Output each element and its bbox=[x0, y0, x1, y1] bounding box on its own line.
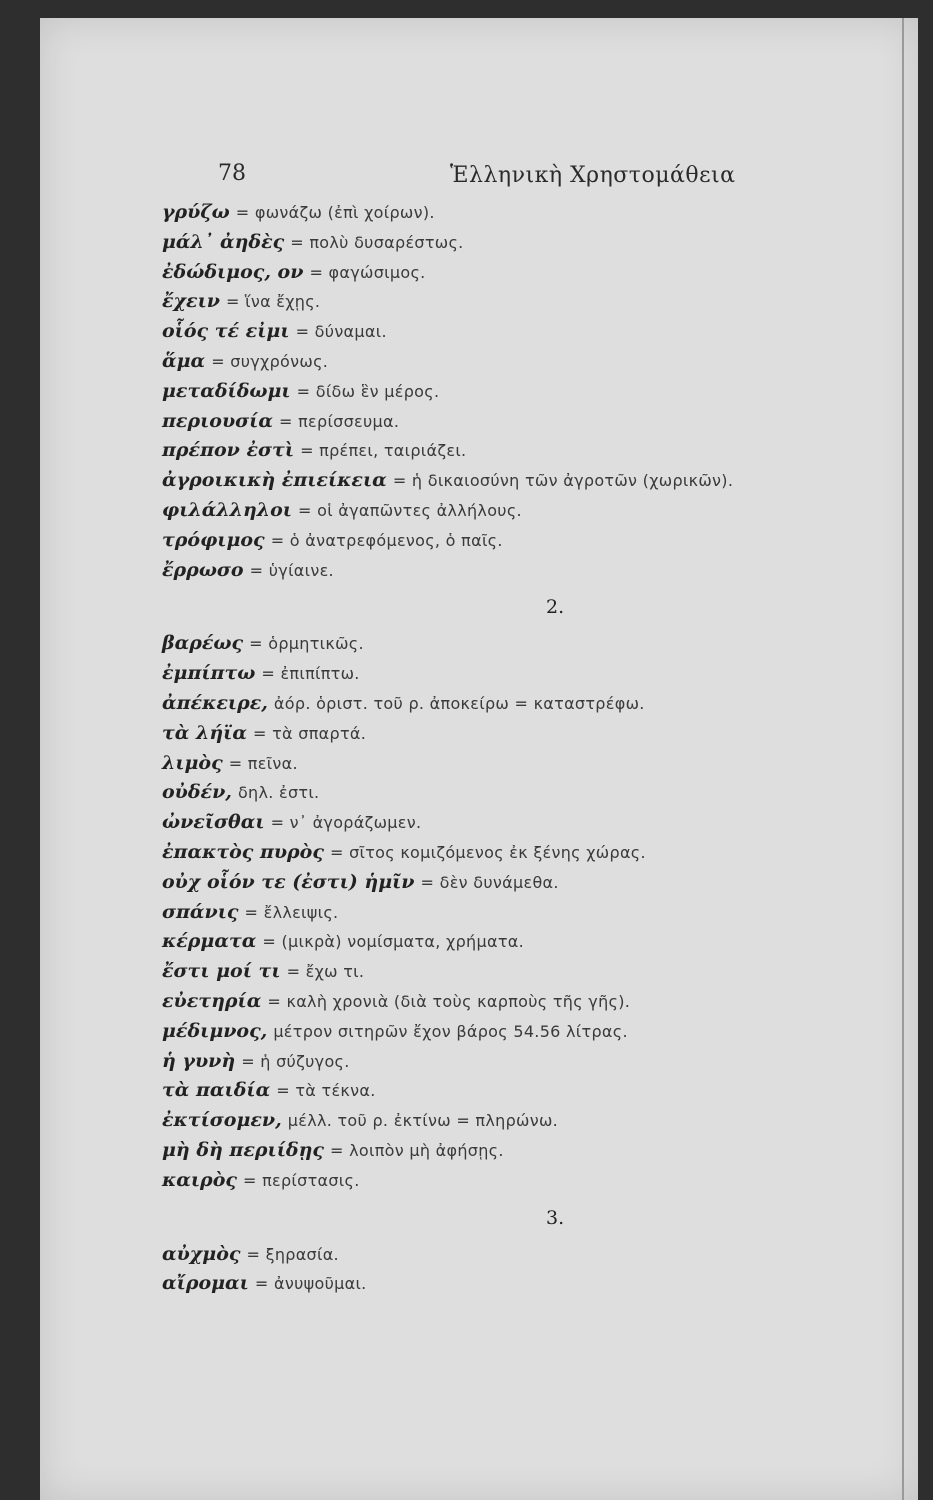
glossary-entry bbox=[162, 317, 862, 347]
entry-term: μὴ δὴ περιίδῃς bbox=[162, 1138, 324, 1161]
glossary-entry bbox=[162, 556, 862, 586]
entry-term: μάλ᾽ ἀηδὲς bbox=[162, 230, 285, 253]
glossary-entry bbox=[162, 898, 862, 928]
glossary-entry bbox=[162, 526, 862, 556]
glossary-entry bbox=[162, 957, 862, 987]
glossary-entry bbox=[162, 927, 862, 957]
entry-term: ἔρρωσο bbox=[162, 558, 244, 581]
entry-definition: μέτρον σιτηρῶν ἔχον βάρος 54.56 λίτρας. bbox=[273, 1021, 628, 1041]
entry-definition: = ἔχω τι. bbox=[286, 962, 365, 982]
glossary-entry bbox=[162, 1047, 862, 1077]
entry-definition: = σῖτος κομιζόμενος ἐκ ξένης χώρας. bbox=[329, 842, 646, 862]
glossary-entry bbox=[162, 838, 862, 868]
glossary-entry bbox=[162, 347, 862, 377]
entry-definition: = δίδω ἓν μέρος. bbox=[296, 381, 440, 401]
entry-definition: = ν᾽ ἀγοράζωμεν. bbox=[270, 813, 422, 833]
entry-definition: = ἀνυψοῦμαι. bbox=[254, 1274, 367, 1294]
entry-term: ἐπακτὸς πυρὸς bbox=[162, 840, 324, 863]
entry-term: τὰ παιδία bbox=[162, 1079, 271, 1102]
entry-term: καιρὸς bbox=[162, 1168, 237, 1191]
entry-term: γρύζω bbox=[162, 201, 230, 223]
entry-term: μεταδίδωμι bbox=[162, 379, 291, 402]
section-number: 2. bbox=[546, 596, 565, 619]
entry-term: οὐχ οἷόν τε (ἐστι) ἡμῖν bbox=[162, 870, 415, 893]
entry-definition: = συγχρόνως. bbox=[211, 351, 329, 371]
glossary bbox=[162, 198, 862, 1299]
glossary-entry bbox=[162, 407, 862, 437]
entry-term: ἐδώδιμος, ον bbox=[162, 260, 304, 283]
glossary-entry bbox=[162, 749, 862, 779]
entry-definition: = φαγώσιμος. bbox=[309, 262, 426, 282]
glossary-entry bbox=[162, 1269, 862, 1299]
entry-definition: = ὑγίαινε. bbox=[249, 560, 334, 580]
entry-definition: = λοιπὸν μὴ ἀφήσῃς. bbox=[330, 1140, 504, 1160]
running-title: Ἑλληνικὴ Χρηστομάθεια bbox=[450, 163, 736, 188]
entry-definition: = ἡ δικαιοσύνη τῶν ἀγροτῶν (χωρικῶν). bbox=[392, 471, 734, 491]
entry-definition: μέλλ. τοῦ ρ. ἐκτίνω = πληρώνω. bbox=[287, 1111, 559, 1131]
running-head bbox=[218, 161, 908, 195]
entry-definition: ἀόρ. ὁριστ. τοῦ ρ. ἀποκείρω = καταστρέφω. bbox=[273, 693, 645, 713]
entry-term: φιλάλληλοι bbox=[162, 498, 292, 521]
entry-term: σπάνις bbox=[162, 900, 239, 923]
entry-term: ἅμα bbox=[162, 349, 206, 372]
section-number: 3. bbox=[546, 1206, 565, 1229]
glossary-entry bbox=[162, 1017, 862, 1047]
entry-term: οὐδέν, bbox=[162, 781, 232, 804]
entry-term: αἴρομαι bbox=[162, 1272, 249, 1295]
glossary-entry bbox=[162, 377, 862, 407]
glossary-entry bbox=[162, 1076, 862, 1106]
entry-term: εὐετηρία bbox=[162, 989, 262, 1012]
glossary-entry bbox=[162, 987, 862, 1017]
glossary-entry bbox=[162, 228, 862, 258]
entry-definition: = ἵνα ἔχῃς. bbox=[226, 292, 321, 312]
entry-term: ἐκτίσομεν, bbox=[162, 1109, 282, 1132]
glossary-entry bbox=[162, 198, 862, 228]
entry-definition: = περίστασις. bbox=[242, 1170, 360, 1190]
entry-definition: δηλ. ἐστι. bbox=[237, 783, 320, 803]
glossary-entry bbox=[162, 808, 862, 838]
glossary-entry bbox=[162, 496, 862, 526]
entry-definition: = πεῖνα. bbox=[228, 753, 298, 773]
entry-term: αὐχμὸς bbox=[162, 1242, 241, 1265]
entry-definition: = ἔλλειψις. bbox=[244, 902, 339, 922]
entry-term: ὠνεῖσθαι bbox=[162, 811, 265, 834]
entry-term: ἔστι μοί τι bbox=[162, 960, 281, 983]
glossary-entry bbox=[162, 868, 862, 898]
entry-definition: = ὁρμητικῶς. bbox=[249, 634, 364, 654]
entry-definition: = τὰ τέκνα. bbox=[276, 1081, 376, 1101]
page-number: 78 bbox=[218, 161, 246, 186]
entry-definition: = φωνάζω (ἐπὶ χοίρων). bbox=[235, 203, 435, 222]
glossary-entry bbox=[162, 778, 862, 808]
entry-term: περιουσία bbox=[162, 409, 273, 432]
entry-definition: = οἱ ἀγαπῶντες ἀλλήλους. bbox=[298, 500, 522, 520]
entry-term: κέρματα bbox=[162, 930, 257, 953]
glossary-entry bbox=[162, 659, 862, 689]
glossary-entry bbox=[162, 1240, 862, 1270]
entry-definition: = ἐπιπίπτω. bbox=[261, 664, 360, 684]
glossary-entry bbox=[162, 287, 862, 317]
glossary-entry bbox=[162, 436, 862, 466]
entry-term: τὰ λήϊα bbox=[162, 721, 247, 744]
entry-term: ἀγροικικὴ ἐπιείκεια bbox=[162, 469, 387, 492]
entry-term: λιμὸς bbox=[162, 751, 223, 774]
entry-term: ἔχειν bbox=[162, 290, 220, 313]
entry-definition: = τὰ σπαρτά. bbox=[253, 723, 367, 743]
page-edge-divider bbox=[902, 18, 904, 1500]
glossary-entry bbox=[162, 629, 862, 659]
entry-term: τρόφιμος bbox=[162, 528, 265, 551]
entry-term: μέδιμνος, bbox=[162, 1019, 268, 1042]
entry-term: ἡ γυνὴ bbox=[162, 1049, 236, 1072]
entry-definition: = ξηρασία. bbox=[246, 1244, 339, 1264]
glossary-entry bbox=[162, 719, 862, 749]
entry-term: βαρέως bbox=[162, 632, 244, 655]
glossary-entry bbox=[162, 1106, 862, 1136]
entry-definition: = πολὺ δυσαρέστως. bbox=[290, 232, 464, 252]
glossary-entry bbox=[162, 1136, 862, 1166]
glossary-entry bbox=[162, 1166, 862, 1196]
entry-term: ἐμπίπτω bbox=[162, 662, 256, 685]
entry-term: οἷός τέ εἰμι bbox=[162, 320, 290, 343]
entry-definition: = δὲν δυνάμεθα. bbox=[420, 872, 559, 892]
entry-definition: = ἡ σύζυγος. bbox=[241, 1051, 350, 1071]
entry-definition: = (μικρὰ) νομίσματα, χρήματα. bbox=[262, 932, 524, 952]
glossary-entry bbox=[162, 466, 862, 496]
glossary-entry bbox=[162, 258, 862, 288]
entry-term: πρέπον ἐστὶ bbox=[162, 439, 295, 462]
entry-definition: = δύναμαι. bbox=[295, 322, 387, 342]
entry-term: ἀπέκειρε, bbox=[162, 691, 268, 714]
entry-definition: = περίσσευμα. bbox=[279, 411, 400, 431]
entry-definition: = καλὴ χρονιὰ (διὰ τοὺς καρποὺς τῆς γῆς). bbox=[267, 991, 631, 1011]
glossary-entry bbox=[162, 689, 862, 719]
entry-definition: = πρέπει, ταιριάζει. bbox=[300, 441, 467, 461]
entry-definition: = ὁ ἀνατρεφόμενος, ὁ παῖς. bbox=[270, 530, 503, 550]
